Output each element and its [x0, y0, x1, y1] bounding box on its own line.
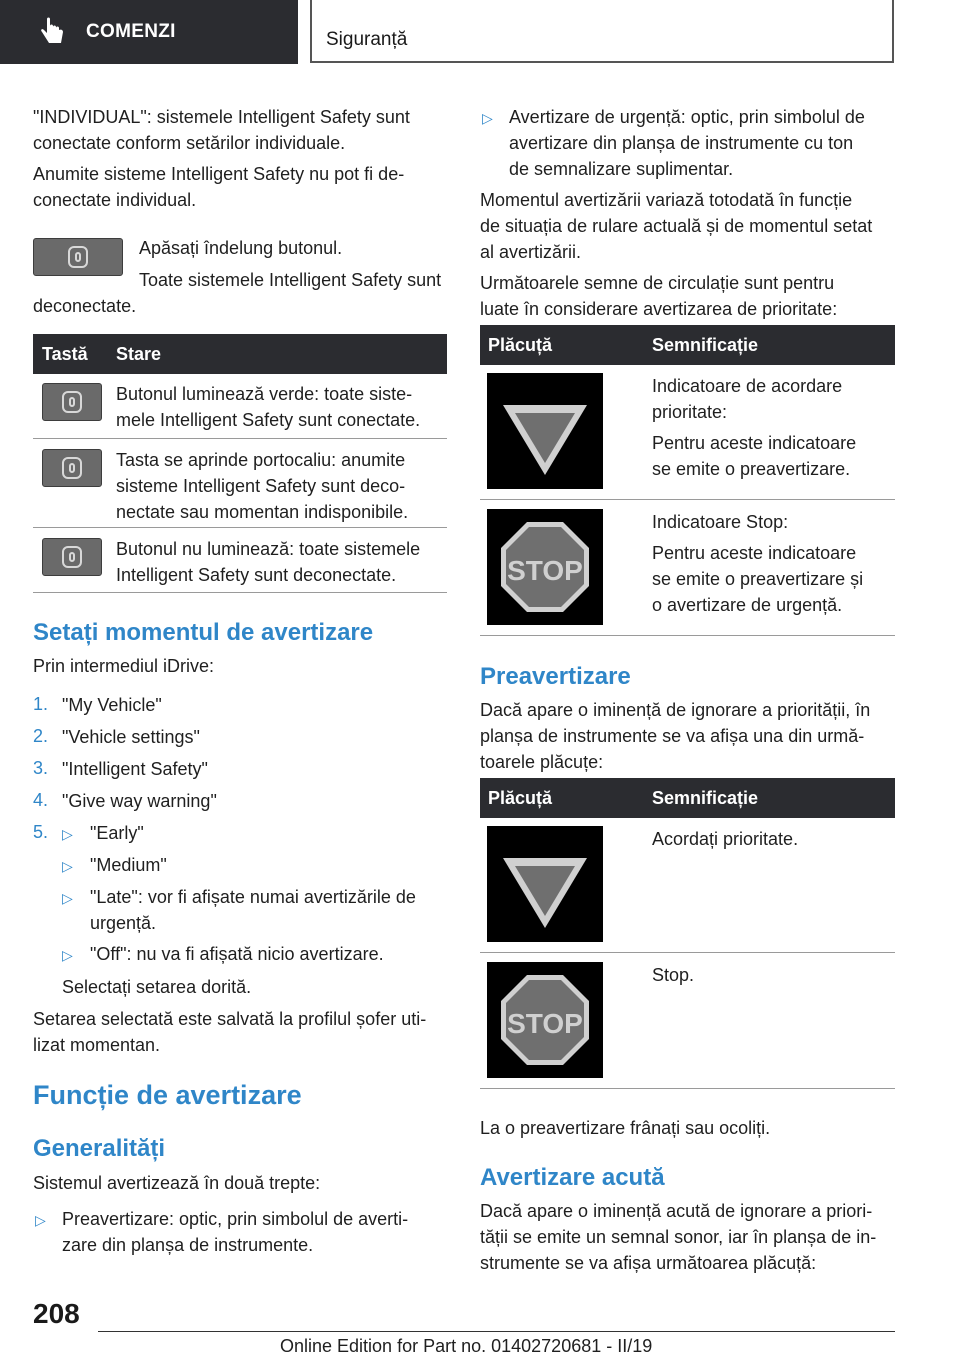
- intelligent-safety-icon: [62, 391, 82, 413]
- intelligent-safety-icon: [62, 457, 82, 479]
- bullet-text: de semnalizare suplimentar.: [509, 159, 734, 179]
- table-cell: se emite o preavertizare și: [652, 569, 864, 589]
- section-tab-label: COMENZI: [86, 21, 176, 42]
- table-header: [33, 334, 447, 374]
- table-cell: mele Intelligent Safety sunt conectate.: [116, 410, 421, 430]
- triangle-bullet-icon: ▷: [62, 858, 73, 874]
- paragraph: Apăsați îndelung butonul.: [139, 238, 343, 258]
- table-cell: Stop.: [652, 965, 695, 985]
- paragraph: Selectați setarea dorită.: [62, 977, 252, 997]
- triangle-bullet-icon: ▷: [62, 947, 73, 963]
- button-image-green: [42, 383, 102, 421]
- paragraph: Următoarele semne de circulație sunt pentru: [480, 273, 835, 293]
- stop-sign-text: STOP: [507, 1008, 583, 1039]
- column-header: Semnificație: [652, 788, 759, 808]
- section-heading: Preavertizare: [480, 663, 631, 690]
- paragraph: "INDIVIDUAL": sistemele Intelligent Safety sunt: [33, 107, 410, 127]
- divider: [33, 592, 447, 593]
- table-cell: Butonul nu luminează: toate sistemele: [116, 539, 421, 559]
- table-cell: prioritate:: [652, 402, 728, 422]
- paragraph: al avertizării.: [480, 242, 582, 262]
- paragraph: Anumite sisteme Intelligent Safety nu pot fi de-: [33, 164, 405, 184]
- paragraph: strumente se va afișa următoarea plăcuță:: [480, 1253, 817, 1273]
- paragraph: Dacă apare o iminență acută de ignorare a priori-: [480, 1201, 873, 1221]
- triangle-bullet-icon: ▷: [62, 826, 73, 842]
- step-number: 3.: [33, 758, 49, 778]
- table-cell: Indicatoare de acordare: [652, 376, 843, 396]
- footer-edition: Online Edition for Part no. 01402720681 - II/19: [280, 1336, 653, 1356]
- bullet-text: avertizare din planșa de instrumente cu ton: [509, 133, 854, 153]
- intelligent-safety-icon: [62, 546, 82, 568]
- table-cell: Intelligent Safety sunt deconectate.: [116, 565, 397, 585]
- divider: [480, 952, 895, 953]
- paragraph: deconectate.: [33, 296, 137, 316]
- paragraph: lizat momentan.: [33, 1035, 161, 1055]
- page-number: 208: [33, 1298, 80, 1329]
- column-header: Plăcuță: [488, 788, 553, 808]
- button-image-off: [42, 538, 102, 576]
- paragraph: Momentul avertizării variază totodată în funcție: [480, 190, 853, 210]
- yield-sign-icon: [487, 373, 603, 489]
- chapter-title: Siguranță: [326, 29, 408, 50]
- step-number: 2.: [33, 726, 49, 746]
- chapter-header: [310, 0, 894, 63]
- table-cell: Butonul luminează verde: toate siste-: [116, 384, 413, 404]
- table-cell: o avertizare de urgență.: [652, 595, 843, 615]
- stop-sign-text: STOP: [507, 555, 583, 586]
- option-text: "Early": [90, 823, 144, 843]
- yield-sign-image: [487, 373, 603, 489]
- paragraph: La o preavertizare frânați sau ocoliți.: [480, 1118, 771, 1138]
- intelligent-safety-button-image: [33, 238, 123, 276]
- divider: [33, 527, 447, 528]
- table-header: [480, 778, 895, 818]
- bullet-text: Preavertizare: optic, prin simbolul de averti-: [62, 1209, 409, 1229]
- yield-sign-icon: [487, 826, 603, 942]
- triangle-bullet-icon: ▷: [482, 110, 493, 126]
- step-text: "My Vehicle": [62, 695, 162, 715]
- triangle-bullet-icon: ▷: [62, 890, 73, 906]
- option-text: urgență.: [90, 913, 157, 933]
- section-heading: Avertizare acută: [480, 1164, 665, 1191]
- column-header: Semnificație: [652, 335, 759, 355]
- step-number: 5.: [33, 822, 49, 842]
- triangle-bullet-icon: ▷: [35, 1212, 46, 1228]
- subsection-heading: Generalități: [33, 1135, 166, 1162]
- section-tab-comenzi[interactable]: [0, 0, 298, 64]
- paragraph: luate în considerare avertizarea de prioritate:: [480, 299, 838, 319]
- step-text: "Give way warning": [62, 791, 217, 811]
- intelligent-safety-icon: [68, 246, 88, 268]
- table-header: [480, 325, 895, 365]
- step-text: "Vehicle settings": [62, 727, 200, 747]
- divider: [480, 499, 895, 500]
- table-cell: Pentru aceste indicatoare: [652, 543, 857, 563]
- button-image-orange: [42, 449, 102, 487]
- table-cell: nectate sau momentan indisponibile.: [116, 502, 409, 522]
- section-heading: Setați momentul de avertizare: [33, 619, 374, 646]
- stop-sign-image: [487, 962, 603, 1078]
- option-text: "Off": nu va fi afișată nicio avertizare.: [90, 944, 384, 964]
- stop-sign-image: [487, 509, 603, 625]
- stop-sign-icon: [487, 962, 603, 1078]
- paragraph: conectate conform setărilor individuale.: [33, 133, 346, 153]
- step-number: 1.: [33, 694, 49, 714]
- column-header: Tastă: [42, 344, 88, 364]
- paragraph: toarele plăcuțe:: [480, 752, 604, 772]
- table-cell: Tasta se aprinde portocaliu: anumite: [116, 450, 406, 470]
- column-header: Plăcuță: [488, 335, 553, 355]
- paragraph: Setarea selectată este salvată la profilul șofer uti-: [33, 1009, 427, 1029]
- bullet-text: zare din planșa de instrumente.: [62, 1235, 314, 1255]
- step-number: 4.: [33, 790, 49, 810]
- table-cell: sisteme Intelligent Safety sunt deco-: [116, 476, 406, 496]
- table-cell: Pentru aceste indicatoare: [652, 433, 857, 453]
- bullet-text: Avertizare de urgență: optic, prin simbolul de: [509, 107, 865, 127]
- yield-sign-image: [487, 826, 603, 942]
- step-text: "Intelligent Safety": [62, 759, 208, 779]
- table-cell: Acordați prioritate.: [652, 829, 799, 849]
- paragraph: Sistemul avertizează în două trepte:: [33, 1173, 321, 1193]
- divider: [480, 635, 895, 636]
- option-text: "Medium": [90, 855, 167, 875]
- footer-divider: [98, 1331, 895, 1332]
- stop-sign-icon: [487, 509, 603, 625]
- paragraph: de situația de rulare actuală și de momentul setat: [480, 216, 873, 236]
- option-text: "Late": vor fi afișate numai avertizările de: [90, 887, 416, 907]
- table-cell: se emite o preavertizare.: [652, 459, 851, 479]
- paragraph: tății se emite un semnal sonor, iar în planșa de in-: [480, 1227, 877, 1247]
- divider: [33, 438, 447, 439]
- table-cell: Indicatoare Stop:: [652, 512, 789, 532]
- paragraph: planșa de instrumente se va afișa una din urmă-: [480, 726, 865, 746]
- paragraph: Dacă apare o iminență de ignorare a priorității, în: [480, 700, 871, 720]
- paragraph: Prin intermediul iDrive:: [33, 656, 215, 676]
- hand-pointer-icon: [38, 17, 68, 47]
- section-heading: Funcție de avertizare: [33, 1080, 302, 1110]
- column-header: Stare: [116, 344, 162, 364]
- divider: [480, 1088, 895, 1089]
- paragraph: Toate sistemele Intelligent Safety sunt: [139, 270, 442, 290]
- paragraph: conectate individual.: [33, 190, 197, 210]
